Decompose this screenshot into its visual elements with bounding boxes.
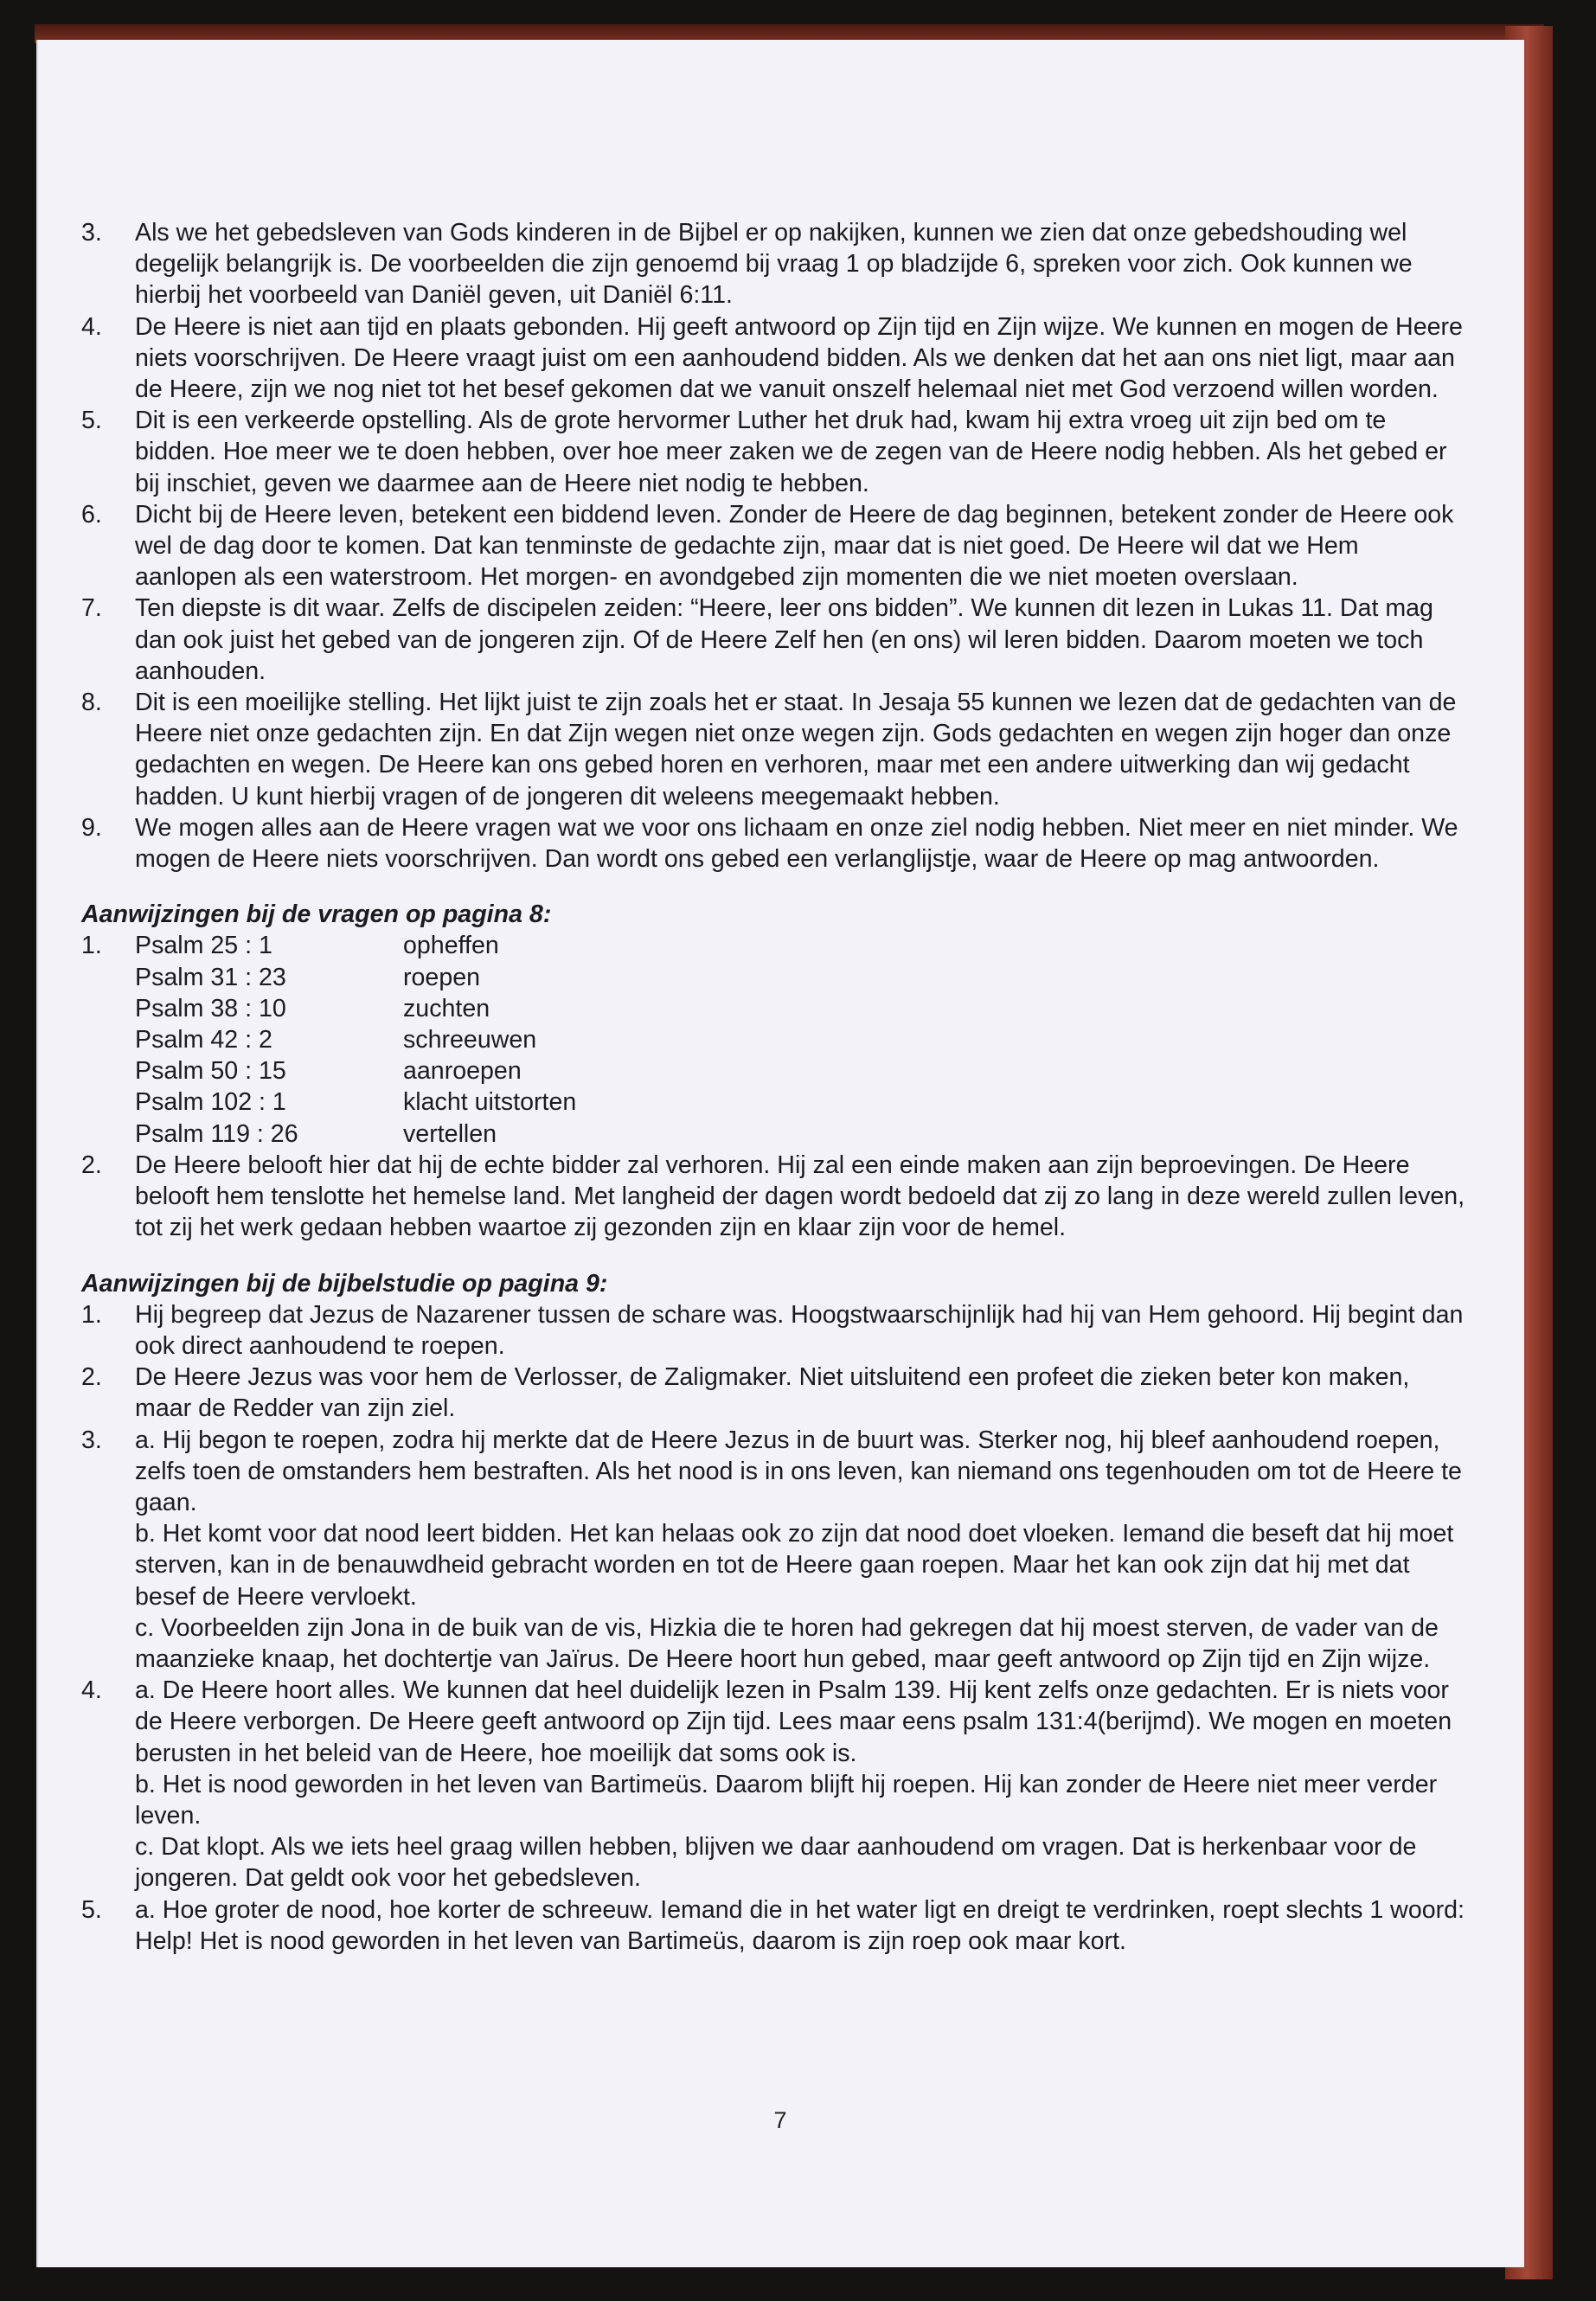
psalm-word: klacht uitstorten (403, 1088, 577, 1117)
page-number: 7 (773, 2107, 787, 2133)
psalm-ref: Psalm 42 : 2 (135, 1026, 272, 1054)
psalm-row (135, 930, 1465, 961)
item-number: 5. (81, 1895, 102, 1924)
psalm-word: opheffen (403, 932, 499, 960)
psalm-row (135, 1086, 1465, 1118)
item-number: 2. (81, 1363, 102, 1392)
item-text: De Heere belooft hier dat hij de echte bidder zal verhoren. Hij zal een einde maken aan zijn beproevingen. De Heere belooft hem tenslotte het hemelse land. Met langheid der dagen wordt bedoeld dat zij zo lang in deze wereld zullen leven, tot zij het werk gedaan hebben waartoe zij gezonden zijn en klaar zijn voor de hemel. (135, 1150, 1465, 1242)
psalm-ref: Psalm 25 : 1 (135, 932, 272, 960)
answer-item (81, 1150, 1465, 1244)
document-page (36, 40, 1524, 2267)
item-subtext: b. Het komt voor dat nood leert bidden. Het kan helaas ook zo zijn dat nood doet vloeken. Iemand die beseft dat hij moet sterven, kan in de benauwdheid gebracht worden en tot de Heere gaan roepen. Maar het kan ook zijn dat hij met dat besef de Heere vervloekt. (135, 1520, 1454, 1611)
psalm-word: schreeuwen (403, 1026, 537, 1054)
item-number: 4. (81, 312, 102, 341)
study-item (81, 1362, 1465, 1424)
psalm-ref: Psalm 31 : 23 (135, 963, 286, 991)
psalm-ref: Psalm 50 : 15 (135, 1057, 286, 1086)
answer-item (81, 499, 1465, 593)
page-content (81, 217, 1465, 1957)
psalm-list-item (81, 930, 1465, 1149)
item-body (135, 1299, 1465, 1362)
item-number: 3. (81, 219, 102, 247)
item-text: Ten diepste is dit waar. Zelfs de discipelen zeiden: “Heere, leer ons bidden”. We kunnen dit lezen in Lukas 11. Dat mag dan ook juist het gebed van de jongeren zijn. Of de Heere Zelf hen (en ons) wil leren bidden. Daarom moeten we toch aanhouden. (135, 594, 1433, 685)
item-text: a. Hoe groter de nood, hoe korter de schreeuw. Iemand die in het water ligt en dreigt te verdrinken, roept slechts 1 woord: Help! Het is nood geworden in het leven van Bartimeüs, daarom is zijn roep ook maar kort. (135, 1895, 1465, 1955)
psalm-row (135, 1024, 1465, 1055)
item-number: 1. (81, 1300, 102, 1329)
item-body (135, 1362, 1465, 1424)
item-number: 6. (81, 500, 102, 529)
psalm-word: vertellen (403, 1119, 497, 1148)
item-number: 3. (81, 1426, 102, 1454)
item-text: Hij begreep dat Jezus de Nazarener tussen de schare was. Hoogstwaarschijnlijk had hij van Hem gehoord. Hij begint dan ook direct aanhoudend te roepen. (135, 1300, 1464, 1360)
psalm-word: aanroepen (403, 1057, 522, 1086)
study-item (81, 1894, 1465, 1957)
item-number: 7. (81, 594, 102, 623)
item-number: 1. (81, 932, 102, 960)
item-text: We mogen alles aan de Heere vragen wat we voor ons lichaam en onze ziel nodig hebben. Niet meer en niet minder. We mogen de Heere niets voorschrijven. Dan wordt ons gebed een verlanglijstje, waar de Heere op mag antwoorden. (135, 813, 1458, 874)
item-subtext: a. De Heere hoort alles. We kunnen dat heel duidelijk lezen in Psalm 139. Hij kent zelfs onze gedachten. Er is niets voor de Heere verborgen. De Heere geeft antwoord op Zijn tijd. Lees maar eens psalm 131:4(berijmd). We mogen en moeten berusten in het beleid van de Heere, hoe moeilijk dat soms ook is. (135, 1676, 1452, 1767)
answer-item (81, 593, 1465, 687)
item-body (135, 1675, 1465, 1894)
study-item (81, 1299, 1465, 1362)
psalm-row (135, 1055, 1465, 1086)
answer-item (81, 217, 1465, 311)
item-number: 4. (81, 1676, 102, 1705)
item-subtext: b. Het is nood geworden in het leven van Bartimeüs. Daarom blijft hij roepen. Hij kan zonder de Heere niet meer verder leven. (135, 1770, 1438, 1830)
section-heading: Aanwijzingen bij de vragen op pagina 8: (81, 901, 552, 929)
item-number: 5. (81, 407, 102, 435)
item-number: 9. (81, 813, 102, 842)
item-text: Dit is een verkeerde opstelling. Als de grote hervormer Luther het druk had, kwam hij extra vroeg uit zijn bed om te bidden. Hoe meer we te doen hebben, over hoe meer zaken we de zegen van de Heere nodig hebben. Als het gebed er bij inschiet, geven we daarmee aan de Heere niet nodig te hebben. (135, 407, 1447, 497)
item-number: 2. (81, 1150, 102, 1179)
item-number: 8. (81, 689, 102, 717)
item-text: Dit is een moeilijke stelling. Het lijkt juist te zijn zoals het er staat. In Jesaja 55 kunnen we lezen dat de gedachten van de Heere niet onze gedachten zijn. En dat Zijn wegen niet onze wegen zijn. Gods gedachten en wegen zijn hoger dan onze gedachten en wegen. De Heere kan ons gebed horen en verhoren, maar met een andere uitwerking dan wij gedacht hadden. U kunt hierbij vragen of de jongeren dit weleens meegemaakt hebben. (135, 689, 1457, 811)
psalm-table (135, 930, 1465, 1149)
study-item (81, 1675, 1465, 1894)
item-subtext: a. Hij begon te roepen, zodra hij merkte dat de Heere Jezus in de buurt was. Sterker nog, hij bleef aanhoudend roepen, zelfs toen de omstanders hem bestraften. Als het nood is in ons leven, kan niemand ons tegenhouden om tot de Heere te gaan. (135, 1426, 1462, 1516)
psalm-ref: Psalm 119 : 26 (135, 1119, 298, 1148)
answer-item (81, 687, 1465, 812)
psalm-ref: Psalm 102 : 1 (135, 1088, 286, 1117)
item-text: De Heere Jezus was voor hem de Verlosser, de Zaligmaker. Niet uitsluitend een profeet die zieken beter kon maken, maar de Redder van zijn ziel. (135, 1363, 1410, 1423)
item-text: De Heere is niet aan tijd en plaats gebonden. Hij geeft antwoord op Zijn tijd en Zijn wijze. We kunnen en mogen de Heere niets voorschrijven. De Heere vraagt juist om een aanhoudend bidden. Als we denken dat het aan ons niet ligt, maar aan de Heere, zijn we nog niet tot het besef gekomen dat we vanuit onszelf helemaal niet met God verzoend willen worden. (135, 312, 1463, 404)
item-body (135, 1425, 1465, 1676)
item-subtext: c. Dat klopt. Als we iets heel graag willen hebben, blijven we daar aanhoudend om vragen. Dat is herkenbaar voor de jongeren. Dat geldt ook voor het gebedsleven. (135, 1833, 1417, 1893)
item-subtext: c. Voorbeelden zijn Jona in de buik van de vis, Hizkia die te horen had gekregen dat hij moest sterven, de vader van de maanzieke knaap, het dochtertje van Jaïrus. De Heere hoort hun gebed, maar geeft antwoord op Zijn tijd en Zijn wijze. (135, 1613, 1439, 1673)
psalm-row (135, 1118, 1465, 1150)
answer-item (81, 812, 1465, 875)
psalm-word: roepen (403, 963, 481, 991)
answer-item (81, 405, 1465, 499)
item-text: Dicht bij de Heere leven, betekent een biddend leven. Zonder de Heere de dag beginnen, betekent zonder de Heere ook wel de dag door te komen. Dat kan tenminste de gedachte zijn, maar dat is niet goed. De Heere wil dat we Hem aanlopen als een waterstroom. Het morgen- en avondgebed zijn momenten die we niet moeten overslaan. (135, 500, 1454, 592)
psalm-ref: Psalm 38 : 10 (135, 994, 286, 1022)
psalm-row (135, 993, 1465, 1024)
item-body (135, 1894, 1465, 1957)
section-heading: Aanwijzingen bij de bijbelstudie op pagina 9: (81, 1269, 608, 1298)
psalm-word: zuchten (403, 994, 490, 1022)
item-text: Als we het gebedsleven van Gods kinderen in de Bijbel er op nakijken, kunnen we zien dat onze gebedshouding wel degelijk belangrijk is. De voorbeelden die zijn genoemd bij vraag 1 op bladzijde 6, spreken voor zich. Ook kunnen we hierbij het voorbeeld van Daniël geven, uit Daniël 6:11. (135, 219, 1413, 310)
psalm-row (135, 962, 1465, 993)
study-item (81, 1425, 1465, 1676)
answer-item (81, 311, 1465, 406)
